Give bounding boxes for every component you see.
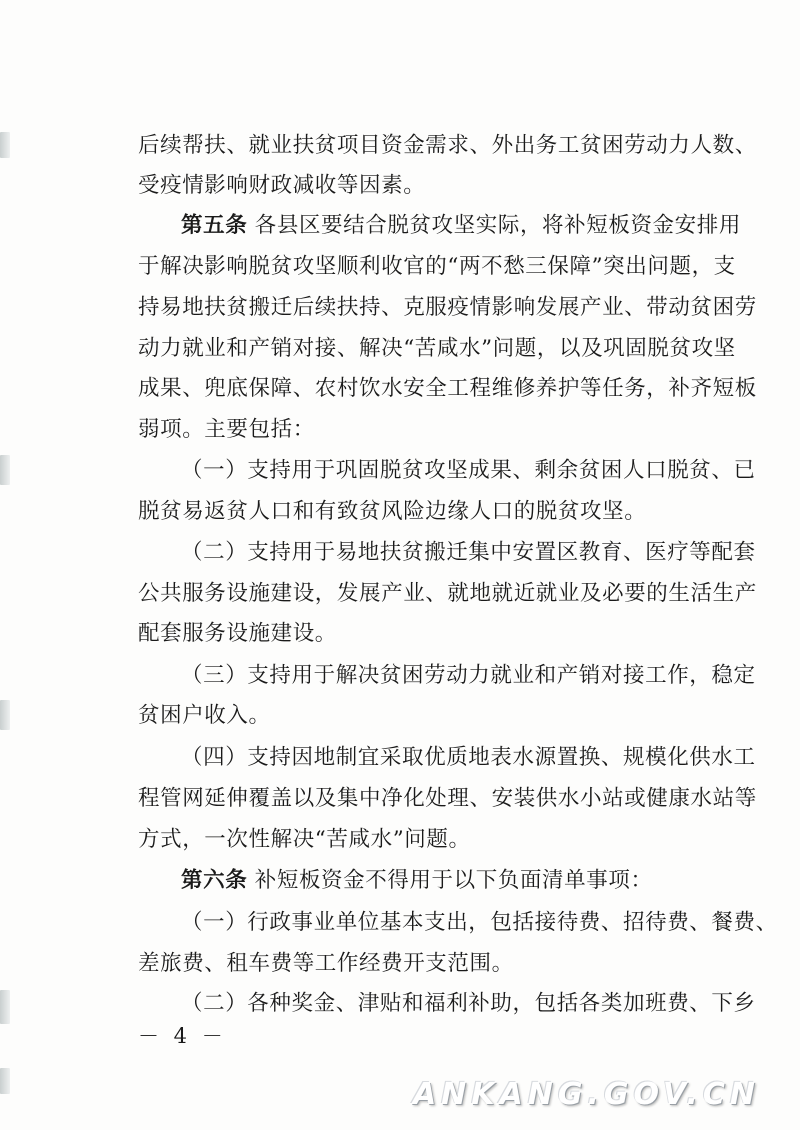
line-text — [138, 251, 736, 283]
line-text — [181, 742, 756, 774]
site-watermark: ANKANG.GOV.CN — [412, 1077, 760, 1112]
line-content: 于解决影响脱贫攻坚顺利收官的“两不愁三保障”突出问题，支 — [138, 254, 736, 279]
line-content: 配套服务设施建设。 — [138, 621, 337, 646]
line-text — [138, 333, 736, 365]
line-text — [181, 455, 756, 487]
line-text — [138, 618, 337, 650]
page-number: － 4 － — [138, 1024, 227, 1048]
line-text — [181, 907, 778, 939]
line-content: 持易地扶贫搬迁后续扶持、克服疫情影响发展产业、带动贫困劳 — [138, 295, 757, 320]
line-text — [181, 660, 756, 692]
line-content: （二）各种奖金、津贴和福利补助，包括各类加班费、下乡 — [181, 991, 756, 1016]
article-heading: 第五条 — [181, 213, 248, 238]
line-content: （四）支持因地制宜采取优质地表水源置换、规模化供水工 — [181, 745, 756, 770]
line-content: 补短板资金不得用于以下负面清单事项： — [247, 868, 653, 893]
line-text — [138, 373, 757, 405]
line-content: （一）行政事业单位基本支出，包括接待费、招待费、餐费、 — [181, 910, 778, 935]
scan-edge-marks — [0, 0, 14, 1130]
line-content: 各县区要结合脱贫攻坚实际，将补短板资金安排用 — [247, 213, 741, 238]
line-text — [138, 292, 757, 324]
line-text — [181, 210, 741, 242]
scan-mark — [0, 132, 10, 158]
line-content: 方式，一次性解决“苦咸水”问题。 — [138, 827, 471, 852]
line-text — [138, 414, 315, 446]
line-text — [181, 865, 653, 897]
line-content: 受疫情影响财政减收等因素。 — [138, 173, 426, 198]
line-content: 弱项。主要包括： — [138, 417, 315, 442]
scan-mark — [0, 1068, 10, 1094]
line-content: （三）支持用于解决贫困劳动力就业和产销对接工作，稳定 — [181, 663, 756, 688]
line-text — [138, 578, 757, 610]
line-text — [138, 783, 757, 815]
line-content: 差旅费、租车费等工作经费开支范围。 — [138, 951, 514, 976]
line-content: 成果、兜底保障、农村饮水安全工程维修养护等任务，补齐短板 — [138, 376, 757, 401]
article-heading: 第六条 — [181, 868, 248, 893]
line-content: 贫困户收入。 — [138, 703, 271, 728]
line-content: （一）支持用于巩固脱贫攻坚成果、剩余贫困人口脱贫、已 — [181, 458, 756, 483]
line-content: 动力就业和产销对接、解决“苦咸水”问题，以及巩固脱贫攻坚 — [138, 336, 736, 361]
line-content: 后续帮扶、就业扶贫项目资金需求、外出务工贫困劳动力人数、 — [138, 133, 757, 158]
line-text — [138, 130, 757, 162]
line-text — [138, 700, 271, 732]
line-text — [138, 170, 425, 202]
line-text — [181, 988, 756, 1020]
line-content: 程管网延伸覆盖以及集中净化处理、安装供水小站或健康水站等 — [138, 786, 757, 811]
line-text — [138, 496, 646, 528]
scan-mark — [0, 990, 10, 1024]
line-text — [138, 824, 471, 856]
line-text — [138, 948, 514, 980]
line-content: （二）支持用于易地扶贫搬迁集中安置区教育、医疗等配套 — [181, 540, 756, 565]
line-text — [181, 537, 756, 569]
line-content: 脱贫易返贫人口和有致贫风险边缘人口的脱贫攻坚。 — [138, 499, 647, 524]
line-content: 公共服务设施建设，发展产业、就地就近就业及必要的生活生产 — [138, 581, 757, 606]
scan-mark — [0, 455, 10, 485]
scan-mark — [0, 700, 10, 730]
